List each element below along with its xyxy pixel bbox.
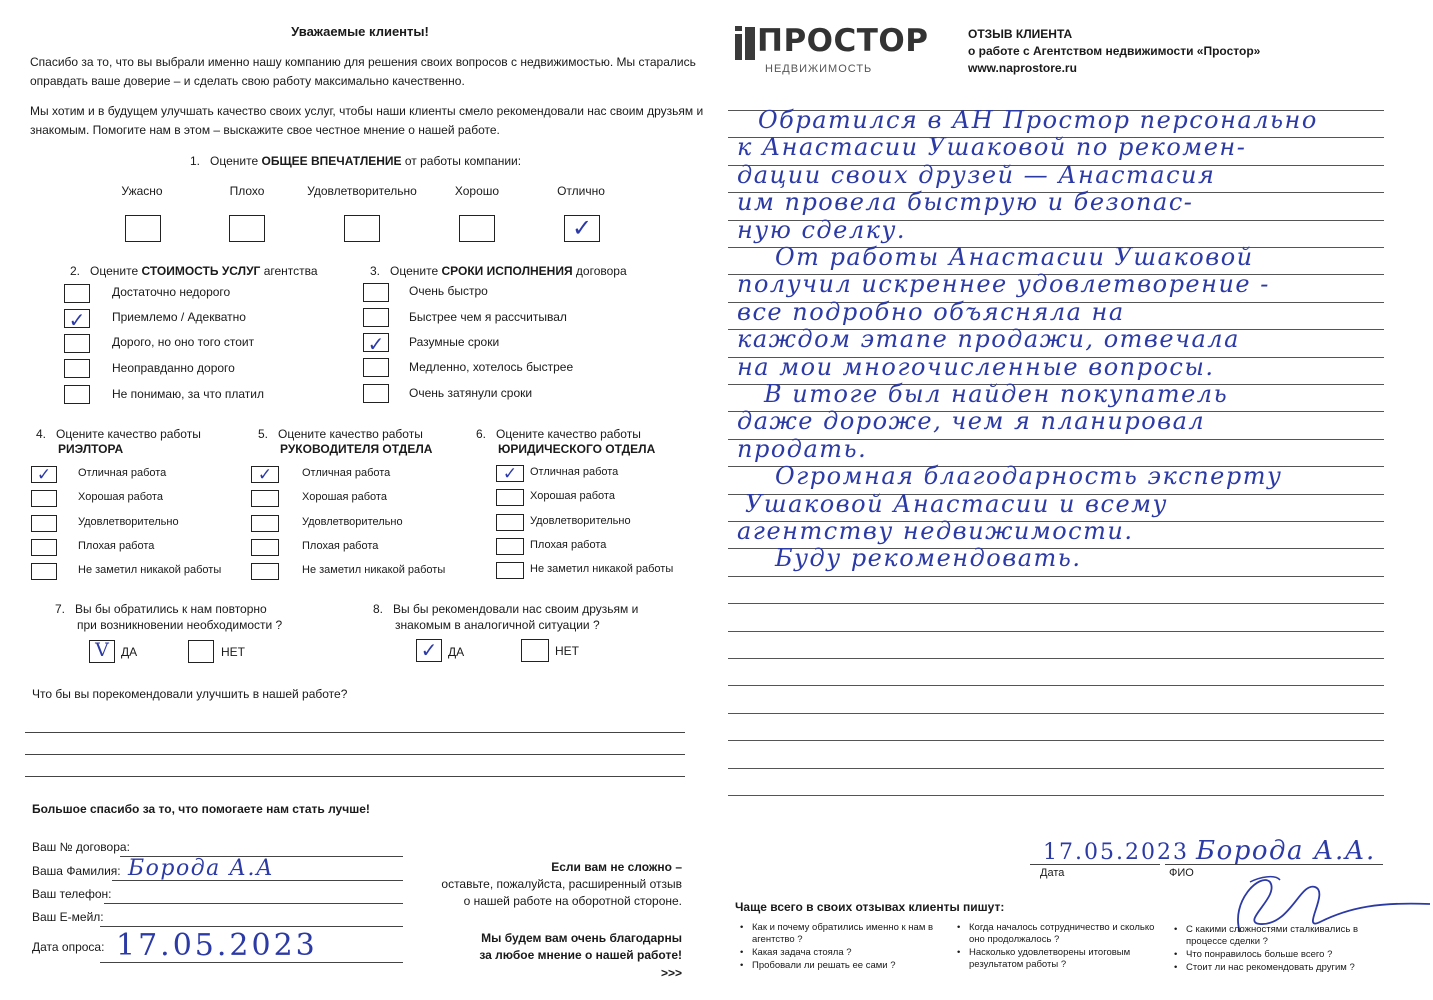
tip-item: • Как и почему обратились именно к нам в агентство ?	[740, 922, 934, 945]
q5-checkbox[interactable]	[251, 490, 279, 507]
q4-option-label: Хорошая работа	[78, 491, 163, 503]
review-line: все подробно объясняла на	[737, 298, 1125, 326]
q2-checkbox[interactable]	[64, 359, 90, 378]
review-line: ную сделку.	[737, 216, 907, 244]
review-line: к Анастасии Ушаковой по рекомен-	[737, 133, 1247, 161]
q6-checkbox[interactable]	[496, 489, 524, 506]
q4-checkbox[interactable]	[31, 490, 57, 507]
tip-item: • Когда началось сотрудничество и сколько оно продолжалось ?	[957, 922, 1155, 945]
q7-no-checkbox[interactable]	[188, 640, 214, 663]
ruled-line[interactable]	[728, 631, 1384, 632]
q8-title	[373, 602, 638, 616]
q6-option-label: Отличная работа	[530, 466, 619, 478]
phone-label: Ваш телефон:	[32, 887, 112, 901]
q6-option-label: Не заметил никакой работы	[530, 563, 674, 575]
review-header-subtitle: о работе с Агентством недвижимости «Простор»	[968, 44, 1261, 58]
ruled-line[interactable]	[728, 740, 1384, 741]
q4-title-line-1: Оцените качество работы	[56, 427, 201, 441]
logo-house-icon	[735, 25, 757, 61]
q1-checkbox-terrible[interactable]	[125, 215, 161, 242]
q1-option-label: Удовлетворительно	[307, 184, 417, 198]
review-line: От работы Анастасии Ушаковой	[775, 243, 1254, 271]
intro-paragraph-2-line-2: знакомым. Помогите нам в этом – выскажите свое честное мнение о нашей работе.	[30, 123, 500, 137]
q1-title-pre: Оцените	[210, 154, 262, 168]
v-mark-icon: V	[95, 639, 109, 661]
q5-option-label: Хорошая работа	[302, 491, 387, 503]
surname-label: Ваша Фамилия:	[32, 864, 121, 878]
improve-line[interactable]	[25, 754, 685, 755]
q7-number: 7.	[55, 602, 66, 616]
tip-item: • Насколько удовлетворены итоговым результатом работы ?	[957, 947, 1131, 970]
q7-title	[55, 602, 267, 616]
q4-option-label: Плохая работа	[78, 540, 155, 552]
q5-checkbox[interactable]	[251, 466, 279, 483]
q2-title-bold: СТОИМОСТЬ УСЛУГ	[141, 264, 261, 278]
date-signature-line[interactable]	[1030, 864, 1160, 865]
logo-main-text: ПРОСТОР	[757, 23, 929, 59]
q5-option-label: Удовлетворительно	[302, 516, 403, 528]
review-line: агентству недвижимости.	[737, 517, 1134, 545]
q6-checkbox[interactable]	[496, 465, 524, 482]
review-line: им провела быструю и безопас-	[737, 188, 1194, 216]
note-line-3: о нашей работе на оборотной стороне.	[463, 894, 682, 908]
q7-no-label: НЕТ	[221, 645, 245, 659]
review-line: Обратился в АН Простор персонально	[758, 106, 1318, 134]
review-line: продать.	[737, 435, 868, 463]
q3-checkbox[interactable]	[363, 332, 389, 356]
tips-column-3	[1174, 924, 1374, 974]
q4-checkbox[interactable]	[31, 539, 57, 556]
checkmark-icon: ✓	[502, 464, 518, 484]
surname-handwritten: Борода А.А	[128, 856, 275, 881]
fio-caption: ФИО	[1169, 867, 1194, 879]
q4-option-label: Не заметил никакой работы	[78, 564, 222, 576]
q3-number: 3.	[370, 264, 381, 278]
q2-option-label: Не понимаю, за что платил	[112, 387, 265, 401]
q3-checkbox[interactable]	[363, 308, 389, 327]
review-header-title: ОТЗЫВ КЛИЕНТА	[968, 27, 1073, 41]
q3-title-post: договора	[572, 264, 627, 278]
q3-title-bold: СРОКИ ИСПОЛНЕНИЯ	[441, 264, 573, 278]
tip-item: • С какими сложностями сталкивались в процессе сделки ?	[1174, 924, 1359, 947]
q2-option-label: Неоправданно дорого	[112, 361, 235, 375]
q1-checkbox-good[interactable]	[459, 215, 495, 242]
thanks-text: Большое спасибо за то, что помогаете нам стать лучше!	[32, 802, 370, 816]
ruled-line[interactable]	[728, 795, 1384, 796]
review-line: даже дороже, чем я планировал	[737, 407, 1206, 435]
q1-option-label: Плохо	[229, 184, 265, 198]
q2-number: 2.	[70, 264, 81, 278]
contract-label: Ваш № договора:	[32, 840, 130, 854]
note-line-1: Если вам не сложно –	[551, 860, 682, 874]
q4-number: 4.	[36, 427, 47, 441]
q1-checkbox-bad[interactable]	[229, 215, 265, 242]
q1-option-label: Отлично	[557, 184, 605, 198]
note-line-2: оставьте, пожалуйста, расширенный отзыв	[441, 877, 682, 891]
form-title: Уважаемые клиенты!	[291, 24, 429, 39]
survey-date-label: Дата опроса:	[32, 940, 105, 954]
q3-option-label: Медленно, хотелось быстрее	[409, 360, 574, 374]
review-line: дации своих друзей — Анастасия	[737, 161, 1216, 189]
date-caption: Дата	[1040, 867, 1065, 879]
q6-checkbox[interactable]	[496, 514, 524, 531]
q8-no-label: НЕТ	[555, 644, 579, 658]
q4-option-label: Отличная работа	[78, 467, 167, 479]
q3-title-pre: Оцените	[390, 264, 442, 278]
review-line: Буду рекомендовать.	[775, 544, 1082, 572]
signature-date-handwritten: 17.05.2023	[1043, 840, 1189, 865]
turn-over-arrows: >>>	[660, 966, 682, 980]
q1-title-post: от работы компании:	[401, 154, 522, 168]
q1-checkbox-satisfactory[interactable]	[344, 215, 380, 242]
q8-title-line-2: знакомым в аналогичной ситуации ?	[395, 618, 600, 632]
review-line: получил искреннее удовлетворение -	[737, 270, 1270, 298]
q2-option-label: Приемлемо / Адекватно	[112, 310, 246, 324]
q2-checkbox[interactable]	[64, 385, 90, 404]
q8-yes-checkbox[interactable]	[416, 639, 442, 662]
phone-field[interactable]	[104, 903, 403, 904]
q5-title-line-2: РУКОВОДИТЕЛЯ ОТДЕЛА	[280, 442, 433, 456]
q5-title-line-1: Оцените качество работы	[278, 427, 423, 441]
survey-date-handwritten: 17.05.2023	[116, 928, 318, 963]
logo-sub-text: НЕДВИЖИМОСТЬ	[765, 63, 873, 75]
q7-title-line-2: при возникновении необходимости ?	[77, 618, 283, 632]
ruled-line[interactable]	[728, 713, 1384, 714]
q3-option-label: Разумные сроки	[409, 335, 500, 349]
q8-no-checkbox[interactable]	[521, 639, 549, 662]
q4-checkbox[interactable]	[31, 466, 57, 483]
q2-checkbox[interactable]	[64, 334, 90, 353]
tips-title: Чаще всего в своих отзывах клиенты пишут:	[735, 900, 1005, 914]
q1-title	[190, 154, 521, 168]
q8-yes-label: ДА	[448, 645, 465, 659]
q4-option-label: Удовлетворительно	[78, 516, 179, 528]
review-line: каждом этапе продажи, отвечала	[737, 325, 1240, 353]
review-line: Ушаковой Анастасии и всему	[745, 490, 1168, 518]
q6-checkbox[interactable]	[496, 562, 524, 579]
review-line: на мои многочисленные вопросы.	[737, 353, 1215, 381]
q3-option-label: Быстрее чем я рассчитывал	[409, 310, 567, 324]
tip-item: • Что понравилось больше всего ?	[1174, 949, 1333, 960]
q1-option-label: Ужасно	[121, 184, 163, 198]
intro-paragraph-1-line-2: оправдать ваше доверие – и сделать свою работу максимально качественно.	[30, 74, 465, 88]
q5-option-label: Плохая работа	[302, 540, 379, 552]
ruled-line[interactable]	[728, 658, 1384, 659]
ruled-line[interactable]	[728, 576, 1384, 577]
q6-option-label: Удовлетворительно	[530, 515, 631, 527]
tips-column-2	[957, 922, 1157, 971]
q5-title	[258, 427, 423, 441]
checkmark-icon: ✓	[257, 465, 273, 485]
q7-yes-label: ДА	[121, 645, 138, 659]
tip-item: • Какая задача стояла ?	[740, 947, 852, 958]
q2-checkbox[interactable]	[64, 284, 90, 303]
q3-checkbox[interactable]	[363, 283, 389, 302]
q3-checkbox[interactable]	[363, 384, 389, 403]
q7-title-line-1: Вы бы обратились к нам повторно	[75, 602, 267, 616]
q3-title	[370, 264, 627, 278]
q1-title-bold: ОБЩЕЕ ВПЕЧАТЛЕНИЕ	[261, 154, 402, 168]
gratitude-line-1: Мы будем вам очень благодарны	[481, 931, 682, 945]
review-header-url[interactable]: www.naprostore.ru	[968, 61, 1077, 75]
q2-option-label: Дорого, но оно того стоит	[112, 335, 255, 349]
review-line: В итоге был найден покупатель	[764, 380, 1229, 408]
email-label: Ваш Е-мейл:	[32, 910, 104, 924]
q7-yes-checkbox[interactable]	[89, 640, 115, 663]
ruled-line[interactable]	[728, 603, 1384, 604]
q6-option-label: Хорошая работа	[530, 490, 615, 502]
intro-paragraph-1-line-1: Спасибо за то, что вы выбрали именно нашу компанию для решения своих вопросов с недвижимостью. Мы старались	[30, 55, 696, 69]
improve-question: Что бы вы порекомендовали улучшить в нашей работе?	[32, 687, 348, 701]
q1-number: 1.	[190, 154, 201, 168]
q6-option-label: Плохая работа	[530, 539, 607, 551]
q3-option-label: Очень затянули сроки	[409, 386, 533, 400]
tips-column-1	[740, 922, 940, 972]
review-line: Огромная благодарность эксперту	[775, 462, 1283, 490]
q4-checkbox[interactable]	[31, 563, 57, 580]
q5-option-label: Отличная работа	[302, 467, 391, 479]
checkmark-icon: ✓	[36, 465, 52, 485]
tip-item: • Пробовали ли решать ее сами ?	[740, 960, 896, 971]
q1-checkbox-excellent[interactable]	[564, 215, 600, 242]
q6-title	[476, 427, 641, 441]
q6-title-line-2: ЮРИДИЧЕСКОГО ОТДЕЛА	[498, 442, 656, 456]
ruled-line[interactable]	[728, 768, 1384, 769]
ruled-line[interactable]	[728, 685, 1384, 686]
q3-option-label: Очень быстро	[409, 284, 488, 298]
q4-title-line-2: РИЭЛТОРА	[58, 442, 124, 456]
q2-checkbox[interactable]	[64, 308, 90, 332]
checkmark-icon: ✓	[571, 214, 593, 242]
q6-number: 6.	[476, 427, 487, 441]
improve-line[interactable]	[25, 732, 685, 733]
q5-option-label: Не заметил никакой работы	[302, 564, 446, 576]
q4-title	[36, 427, 201, 441]
q5-checkbox[interactable]	[251, 539, 279, 556]
q2-option-label: Достаточно недорого	[112, 285, 231, 299]
q1-option-label: Хорошо	[454, 184, 500, 198]
q6-checkbox[interactable]	[496, 538, 524, 555]
signature-name-handwritten: Борода А.А.	[1196, 836, 1376, 866]
q5-number: 5.	[258, 427, 269, 441]
gratitude-line-2: за любое мнение о нашей работе!	[479, 948, 682, 962]
intro-paragraph-2-line-1: Мы хотим и в будущем улучшать качество своих услуг, чтобы наши клиенты смело рекомендовали нас своим друзьям и	[30, 104, 704, 118]
q6-title-line-1: Оцените качество работы	[496, 427, 641, 441]
prostor-logo	[733, 22, 933, 80]
checkmark-icon: ✓	[68, 308, 86, 332]
q2-title-post: агентства	[260, 264, 318, 278]
q2-title-pre: Оцените	[90, 264, 142, 278]
q2-title	[70, 264, 318, 278]
tip-item: • Стоит ли нас рекомендовать другим ?	[1174, 962, 1355, 973]
email-field[interactable]	[100, 926, 403, 927]
q5-checkbox[interactable]	[251, 515, 279, 532]
q3-checkbox[interactable]	[363, 358, 389, 377]
improve-line[interactable]	[25, 776, 685, 777]
checkmark-icon: ✓	[420, 638, 438, 662]
q4-checkbox[interactable]	[31, 515, 57, 532]
q8-number: 8.	[373, 602, 384, 616]
q5-checkbox[interactable]	[251, 563, 279, 580]
checkmark-icon: ✓	[367, 332, 385, 356]
q8-title-line-1: Вы бы рекомендовали нас своим друзьям и	[393, 602, 639, 616]
